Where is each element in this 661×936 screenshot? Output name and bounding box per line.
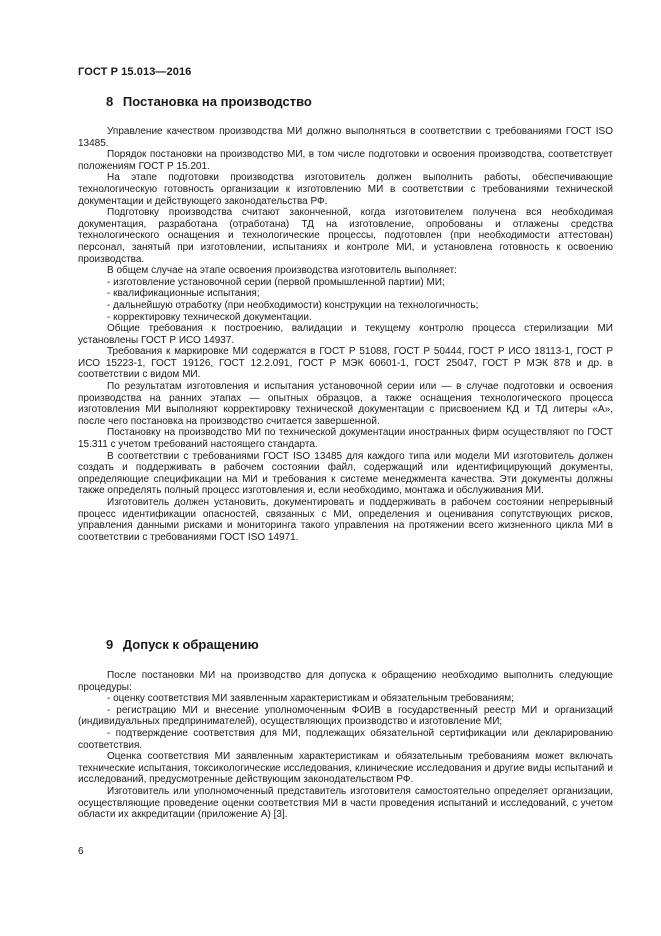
list-item: - регистрацию МИ и внесение уполномоченным ФОИВ в государственный реестр МИ и организаций (индивидуальных предпринимателей), осуществляющих производство и изготовление МИ; xyxy=(78,704,613,728)
section-title: Постановка на производство xyxy=(122,94,312,109)
paragraph: В общем случае на этапе освоения производства изготовитель выполняет: xyxy=(107,265,457,277)
section-number: 9 xyxy=(106,637,114,652)
paragraph: В соответствии с требованиями ГОСТ ISO 13485 для каждого типа или модели МИ изготовитель должен создать и поддерживать в рабочем состоянии файл, содержащий или идентифицирующий документы, определяющие спецификации на МИ и требования к системе менеджмента качества. Эти документы должны также определять полный процесс изготовления и, если необходимо, монтажа и обслуживания МИ. xyxy=(78,450,613,497)
paragraph: Порядок постановки на производство МИ, в том числе подготовки и освоения производства, соответствует положениям ГОСТ Р 15.201. xyxy=(78,149,613,172)
paragraph: На этапе подготовки производства изготовитель должен выполнить работы, обеспечивающие технологическую готовность организации к изготовлению МИ в соответствии с требованиями технической документации и действующего законодательства РФ. xyxy=(78,172,613,207)
paragraph: После постановки МИ на производство для допуска к обращению необходимо выполнить следующие процедуры: xyxy=(78,670,613,693)
paragraph: Изготовитель должен установить, документировать и поддерживать в рабочем состоянии непрерывный процесс идентификации опасностей, связанных с МИ, определения и оценивания сопутствующих рисков, управления данными рисками и мониторинга такого управления на протяжении всего жизненного цикла МИ в соответствии с требованиями ГОСТ ISO 14971. xyxy=(78,497,613,543)
section-8-body xyxy=(78,126,613,543)
page-number: 6 xyxy=(78,846,84,857)
list-item: - корректировку технической документации. xyxy=(107,311,312,323)
paragraph: Постановку на производство МИ по технической документации иностранных фирм осуществляют по ГОСТ 15.311 с учетом требований настоящего стандарта. xyxy=(78,427,613,451)
paragraph: Оценка соответствия МИ заявленным характеристикам и обязательным требованиям может включать технические испытания, токсикологические исследования, клинические исследования и другие виды испытаний и исследований, предусмотренные действующим законодательством РФ. xyxy=(78,751,613,786)
document-code: ГОСТ Р 15.013—2016 xyxy=(78,66,192,78)
section-number: 8 xyxy=(106,94,114,109)
list-item: - оценку соответствия МИ заявленным характеристикам и обязательным требованиям; xyxy=(107,693,514,705)
paragraph: Общие требования к построению, валидации и текущему контролю процесса стерилизации МИ установлены ГОСТ Р ИСО 14937. xyxy=(78,323,613,346)
section-heading-9 xyxy=(106,637,259,652)
section-heading-8 xyxy=(106,94,312,109)
list-item: - дальнейшую отработку (при необходимости) конструкции на технологичность; xyxy=(107,299,479,311)
paragraph: Требования к маркировке МИ содержатся в ГОСТ Р 51088, ГОСТ Р 50444, ГОСТ Р ИСО 18113-1, ГОСТ Р ИСО 15223-1, ГОСТ 19126, ГОСТ 12.2.091, ГОСТ Р МЭК 60601-1, ГОСТ 25047, ГОСТ Р МЭК 878 и др. в соответствии с видом МИ. xyxy=(78,346,613,381)
list-item: - подтверждение соответствия для МИ, подлежащих обязательной сертификации или декларированию соответствия. xyxy=(78,727,613,751)
paragraph: Изготовитель или уполномоченный представитель изготовителя самостоятельно определяет организации, осуществляющие проведение оценки соответствия МИ в части проведения испытаний и исследований, с учетом области их аккредитации (приложение А) [3]. xyxy=(78,785,613,821)
paragraph: Подготовку производства считают законченной, когда изготовителем получена вся необходимая документация, разработана (отработана) ТД на изготовление, опробованы и отлажены средства технологического оснащения и технологические процессы, подготовлен (при необходимости аттестован) персонал, занятый при изготовлении, испытаниях и контроле МИ, и установлена готовность к освоению производства. xyxy=(78,207,613,265)
section-9-body xyxy=(78,670,613,821)
section-title: Допуск к обращению xyxy=(122,637,259,652)
list-item: - квалификационные испытания; xyxy=(107,288,260,300)
paragraph: По результатам изготовления и испытания установочной серии или — в случае подготовки и освоения производства на ранних этапах — опытных образцов, а также оснащения технологического процесса изготовления МИ выполняют корректировку технической документации с присвоением КД и ТД литеры «А», после чего постановка на производство считается завершенной. xyxy=(78,381,613,427)
list-item: - изготовление установочной серии (первой промышленной партии) МИ; xyxy=(107,276,445,288)
paragraph: Управление качеством производства МИ должно выполняться в соответствии с требованиями ГОСТ ISO 13485. xyxy=(78,126,613,149)
